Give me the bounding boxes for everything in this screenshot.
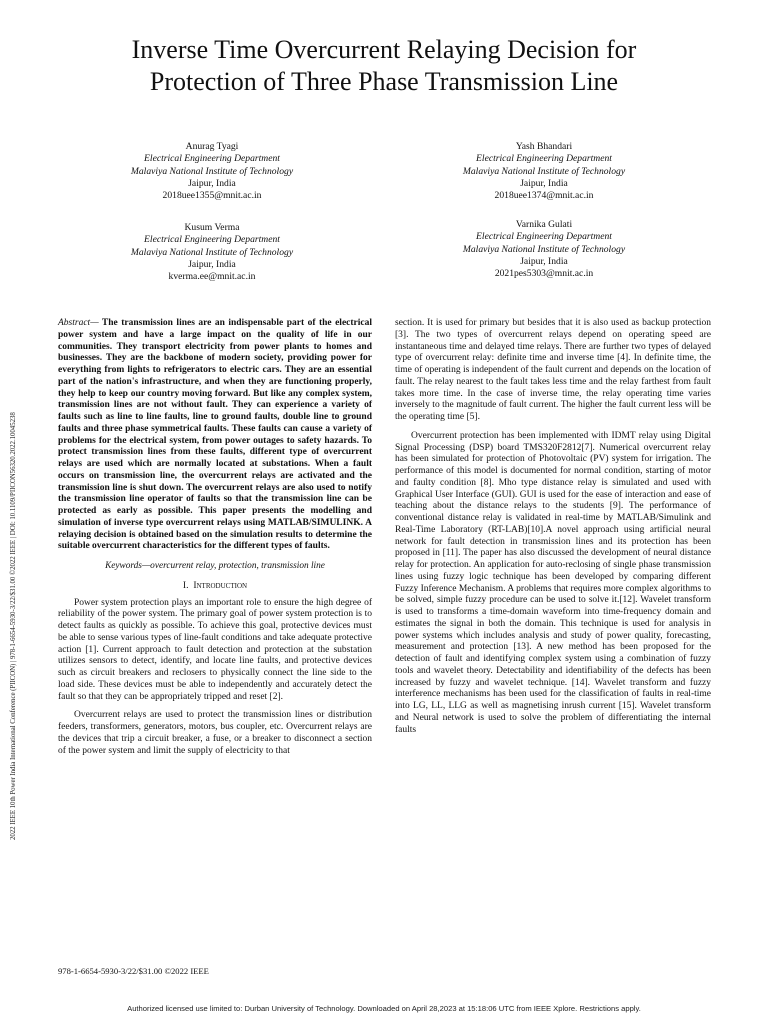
intro-paragraph-2: Overcurrent relays are used to protect the transmission lines or distribution feeders, transformers, generators, motors, bus coupler, etc. Overcurrent relays are the devices that trip a circuit breaker, a fuse, or a breaker to disconnect a section of the power system and limit the supply of electricity to that [58,710,372,756]
author-city: Jaipur, India [520,255,568,267]
author-city: Jaipur, India [188,177,236,189]
intro-paragraph-1: Power system protection plays an important role to ensure the high degree of reliability of the power system. The primary goal of power system protection is to detect faults as quickly as possible. To achieve this goal, protective devices must be able to sense various types of line-fault conditions and take adequate protective action [1]. Current approach to fault detection and protection at the substation utilizes sensors to detect, identify, and locate line faults, and protective devices such as circuit breakers and reclosers to physically connect the line side to the load side. These devices must be able to independently and accurately detect the fault so that they can be appropriately tripped and reset [2]. [58,597,372,702]
author-institution: Malaviya National Institute of Technology [462,243,626,255]
author-name: Yash Bhandari [515,141,573,152]
author-block [424,141,664,202]
body-paragraph-2: Overcurrent protection has been implemented with IDMT relay using Digital Signal Processing (DSP) board TMS320F2812[7]. Numerical overcurrent relay has been simulated for protection of Photovoltaic (PV) system for irrigation. The performance of this model is documented for normal condition, starting of motor and faulty condition [8]. Mho type distance relay is simulated and used with Graphical User Interface (GUI). GUI is used for the ease of interaction and ease of teaching about the distance relays to the students [9]. The performance of conventional distance relay is validated in real-time by MATLAB/Simulink and Real-Time Laboratory (RT-LAB)[10].A novel approach using artificial neural network for fault detection in transmission lines and its protection has been proposed in [11]. The paper has also discussed the development of neural distance relay for protection. An application for auto-reclosing of single phase transmission lines using fuzzy logic technique has been developed by comparing different Fuzzy Inference Mechanism. A problems that requires more complex algorithms to be solved, simple fuzzy procedure can be used to solve it.[12]. Wavelet transform is used to transforms a time-domain waveform into time-frequency domain and estimates the signal in both the domain. This technique is used for analysis in power systems which includes analysis and study of power quality, forecasting, measurement and protection [13]. A new method has been proposed for the detection of fault and identifying complex system using a combination of fuzzy tools and wavelet theory. Detectability and identifiability of the defects has been increased by fuzzy and wavelet technique. [14]. Wavelet transform and fuzzy interference mechanisms has been used for the classification of faults in real-time into LG, LL, LLG as well as magnetising inrush current [15]. Wavelet transform and Neural network is used to solve the problem of differentiating the internal faults [395,430,711,735]
paper-title [40,34,728,98]
author-name: Kusum Verma [184,222,240,233]
section-number: I. [182,579,189,591]
body-paragraph-1: section. It is used for primary but besides that it is also used as backup protection [3]. The two types of overcurrent relays depend on operating speed are instantaneous time and delayed time relays. There are further two types of delayed type of overcurrent relay: definite time and inverse time [4]. In definite time, the time of operating is independent of the fault current and depends on the location of fault. The relay nearest to the fault takes less time and the relay farthest from fault takes more time. In the case of inverse time, the relay operating time varies inversely to the magnitude of fault current. The higher the fault current less will be the operating time [5]. [395,318,711,422]
author-institution: Malaviya National Institute of Technology [130,246,294,258]
author-email[interactable]: kverma.ee@mnit.ac.in [168,271,256,283]
author-department: Electrical Engineering Department [476,153,612,165]
author-block [424,219,664,280]
section-title: Introduction [193,579,248,591]
left-column [58,318,372,757]
author-email[interactable]: 2021pes5303@mnit.ac.in [494,268,594,280]
author-department: Electrical Engineering Department [476,231,612,243]
section-heading [58,580,372,592]
abstract [58,318,372,553]
author-department: Electrical Engineering Department [144,234,280,246]
footer-license: Authorized licensed use limited to: Durban University of Technology. Downloaded on April 28,2023 at 15:18:06 UTC from IEEE Xplore. Restrictions apply. [127,1004,641,1013]
author-block [92,222,332,283]
right-column [395,318,711,736]
abstract-text: The transmission lines are an indispensable part of the electrical power system and have a large impact on the quality of life in our communities. They transport electricity from power plants to homes and businesses. They are the backbone of modern society, providing power for everything from lights to refrigerators to electric cars. They are an essential part of the nation's infrastructure, and when they are functioning properly, they help to keep our country moving forward. But like any complex system, transmission lines are not without fault. They can experience a variety of faults such as line to line faults, line to ground faults, double line to ground faults and three phase symmetrical faults. These faults can cause a variety of problems for the electrical system, from power outages to safety hazards. To protect transmission lines from these faults, different type of overcurrent relays are used which are normally located at substations. When a fault occurs on transmission line, the overcurrent relays are activated and the transmission line is shut down. The overcurrent relays are also used to notify the transmission line operator of faults so that the transmission line can be protected as early as possible. This paper presents the modelling and simulation of inverse type overcurrent relays using MATLAB/SIMULINK. A relaying decision is obtained based on the simulation results to determine the suitable overcurrent characteristics for the different types of faults. [58,318,372,552]
author-name: Varnika Gulati [515,219,573,230]
author-block [92,141,332,202]
author-department: Electrical Engineering Department [144,153,280,165]
abstract-label: Abstract— [58,318,99,328]
footer-isbn: 978-1-6654-5930-3/22/$31.00 ©2022 IEEE [58,966,209,976]
author-city: Jaipur, India [520,177,568,189]
author-institution: Malaviya National Institute of Technology [462,165,626,177]
side-citation-text: 2022 IEEE 10th Power India International Conference (PIICON) | 978-1-6654-5930-3/22/$31.00 ©2022 IEEE | DOI: 10.1109/PIICON56320.2022.10045238 [10,412,17,840]
author-email[interactable]: 2018uee1355@mnit.ac.in [162,190,262,202]
title-line-1: Inverse Time Overcurrent Relaying Decision for [131,35,637,64]
author-name: Anurag Tyagi [185,141,239,152]
keywords: Keywords—overcurrent relay, protection, transmission line [105,561,325,571]
title-line-2: Protection of Three Phase Transmission Line [149,67,619,96]
author-email[interactable]: 2018uee1374@mnit.ac.in [494,190,594,202]
side-citation-note [10,200,20,840]
author-city: Jaipur, India [188,258,236,270]
author-institution: Malaviya National Institute of Technology [130,165,294,177]
